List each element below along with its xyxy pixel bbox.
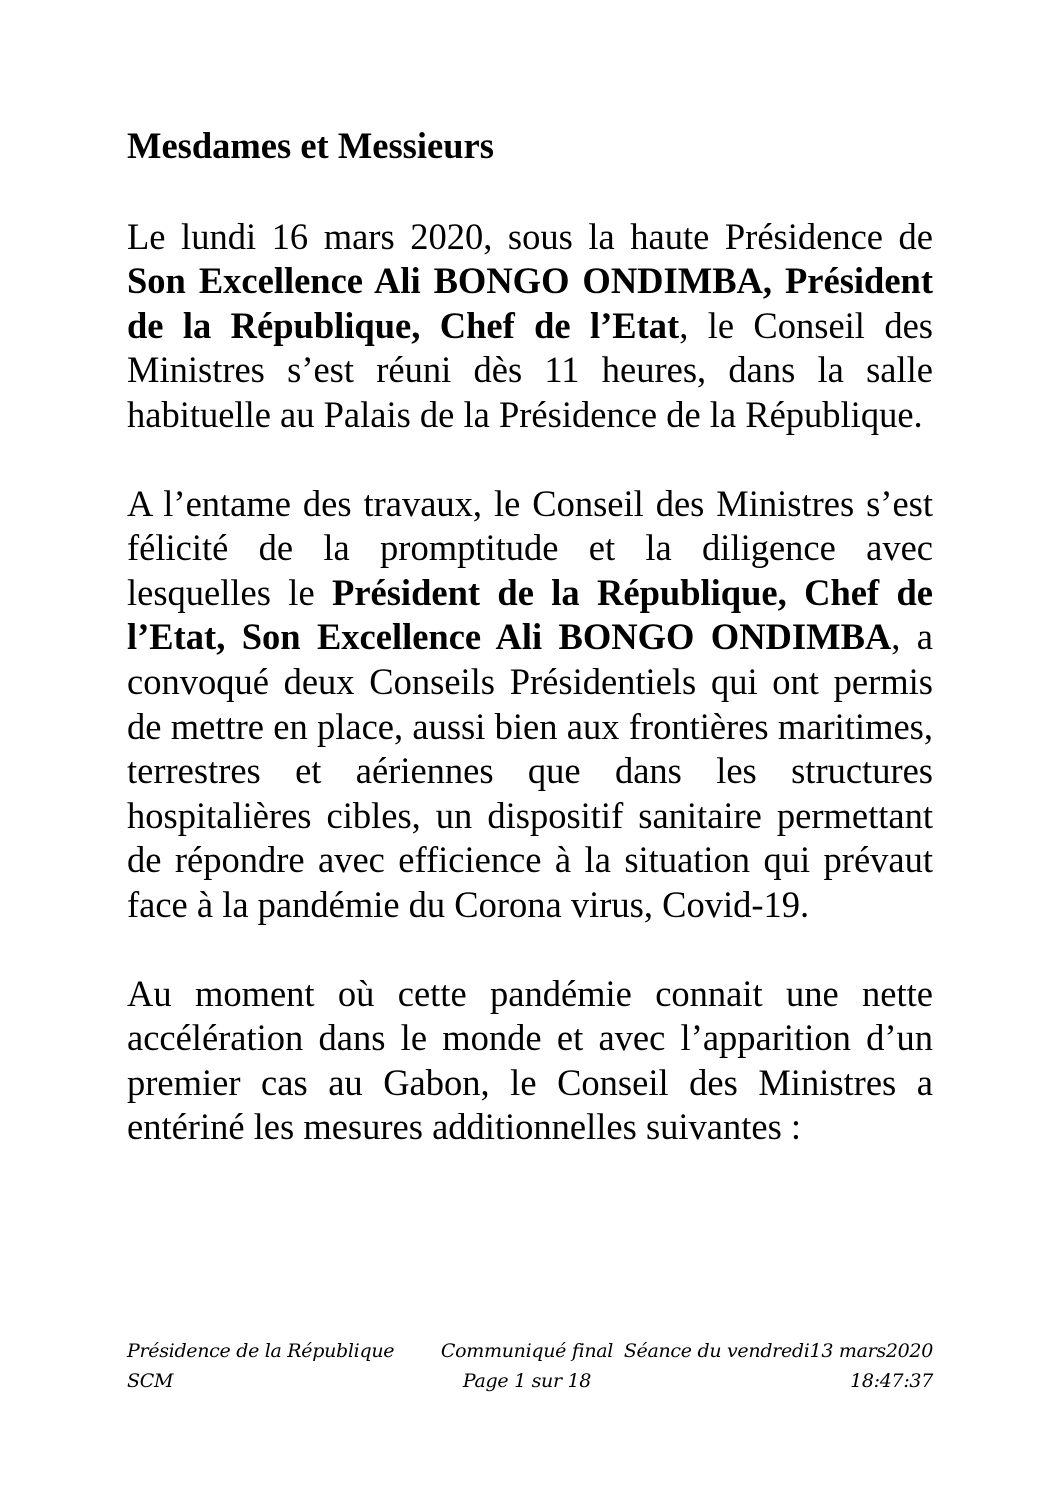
footer-left (127, 1336, 394, 1396)
paragraph-text: Le lundi 16 mars 2020, sous la haute Présidence de (127, 215, 933, 257)
footer-page-number: Page 1 sur 18 (462, 1370, 592, 1392)
paragraph-additional-measures: Au moment où cette pandémie connait une nette accélération dans le monde et avec l’apparition d’un premier cas au Gabon, le Conseil des Ministres a entériné les mesures additionnelles suivantes : (127, 972, 933, 1148)
footer-time: 18:47:37 (850, 1370, 933, 1392)
footer-institution: Présidence de la République (127, 1340, 395, 1362)
paragraph-text: A l’entame des travaux, le Conseil des Ministres s’est félicité de la promptitude et la diligence avec lesquelles le (127, 482, 933, 613)
footer-right (624, 1336, 933, 1396)
footer-department: SCM (127, 1370, 174, 1392)
paragraph-text: , a convoqué deux Conseils Présidentiels qui ont permis de mettre en place, aussi bien aux frontières maritimes, terrestres et aériennes que dans les structures hospitalières cibles, un dispositif sanitaire permettant de répondre avec efficience à la situation qui prévaut face à la pandémie du Corona virus, Covid-19. (127, 616, 933, 925)
document-body (127, 124, 933, 1194)
footer-session-date: Séance du vendredi13 mars2020 (623, 1340, 933, 1362)
paragraph-meeting-opening (127, 215, 933, 438)
footer-document-type: Communiqué final (440, 1340, 614, 1362)
paragraph-bold-text: Président de la République, Chef de l’Etat, Son Excellence Ali BONGO ONDIMBA (127, 571, 933, 658)
page-footer (127, 1336, 933, 1406)
salutation-heading: Mesdames et Messieurs (127, 125, 494, 166)
paragraph-council-welcome (127, 482, 933, 928)
paragraph-bold-text: Son Excellence Ali BONGO ONDIMBA, Président de la République, Chef de l’Etat (127, 260, 933, 346)
paragraph-text: , le Conseil des Ministres s’est réuni dès 11 heures, dans la salle habituelle au Palais de la Présidence de la République. (127, 304, 933, 435)
